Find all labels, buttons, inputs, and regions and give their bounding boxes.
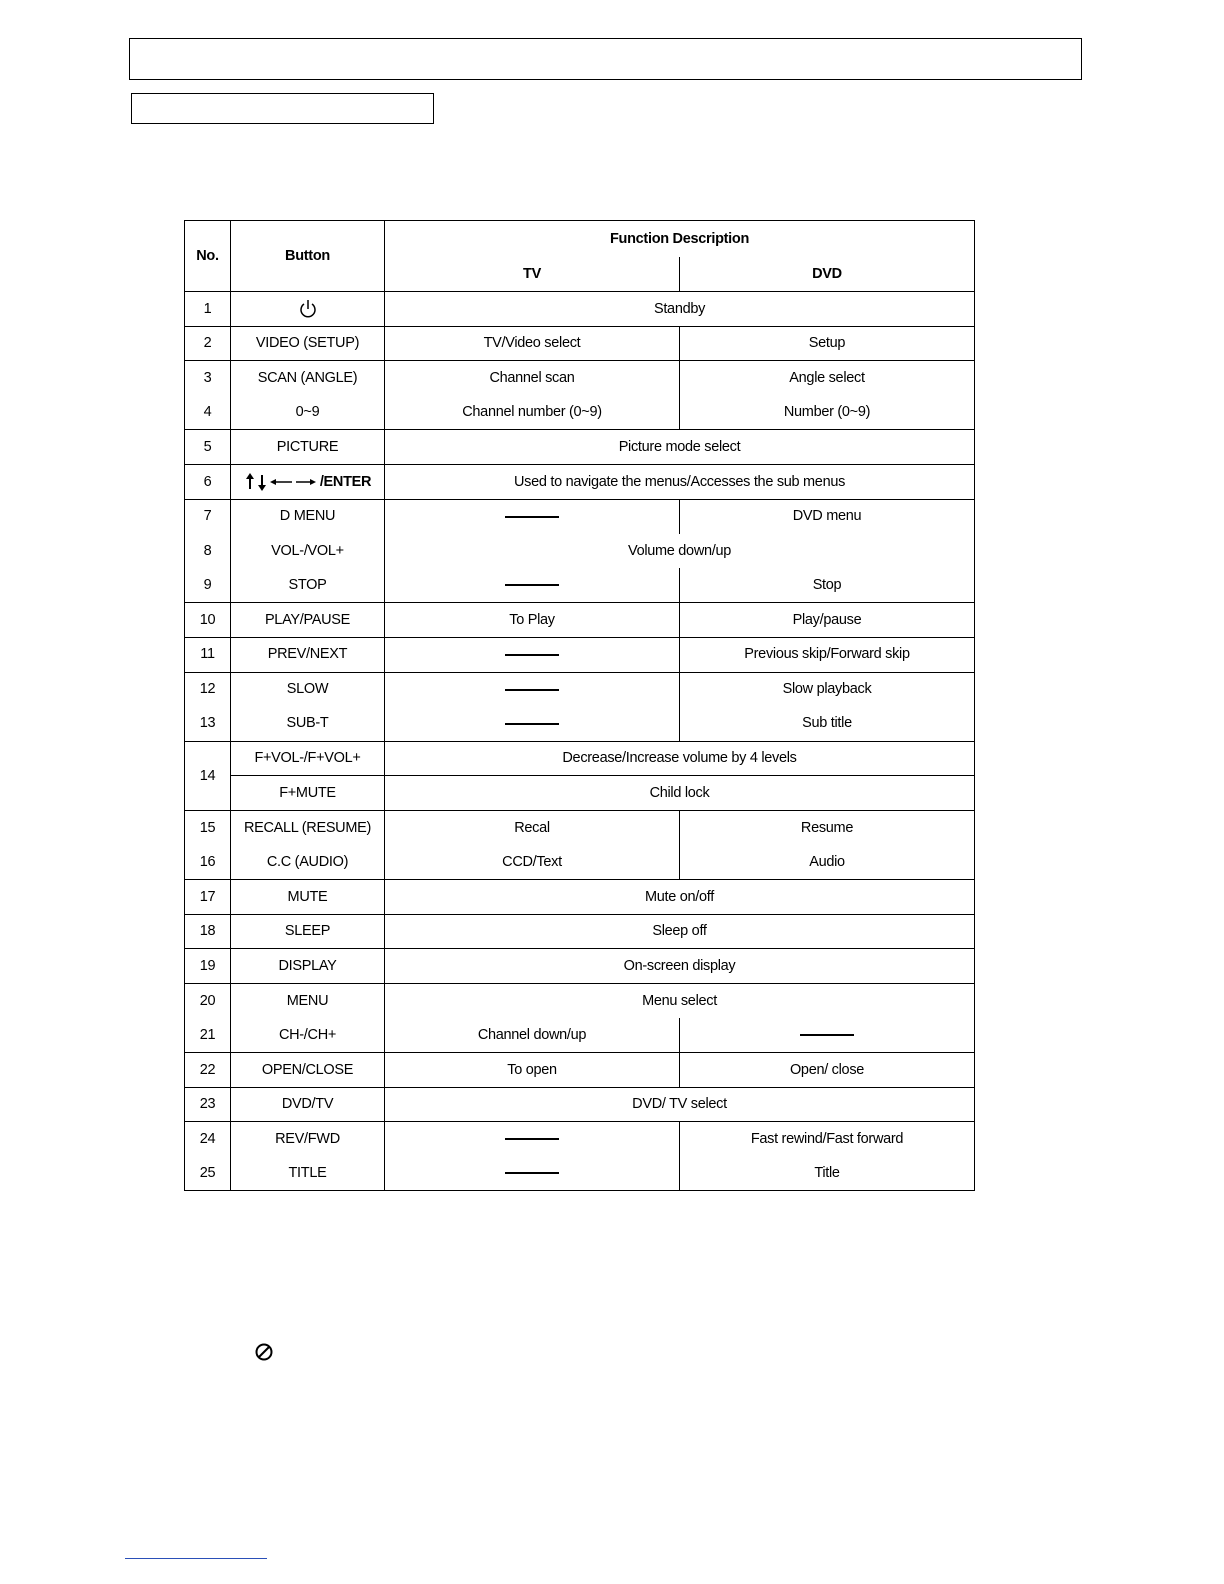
row-function: Sleep off	[385, 914, 975, 949]
row-tv: Channel down/up	[385, 1018, 680, 1053]
row-function: DVD/ TV select	[385, 1087, 975, 1122]
row-tv	[385, 637, 680, 672]
row-button: PREV/NEXT	[231, 637, 385, 672]
row-button: TITLE	[231, 1156, 385, 1191]
table-row	[185, 880, 975, 915]
header-tv: TV	[385, 257, 680, 292]
row-dvd: Angle select	[680, 361, 975, 396]
row-function: Child lock	[385, 776, 975, 811]
row-no: 7	[185, 499, 231, 534]
row-no: 14	[185, 741, 231, 810]
row-dvd: Open/ close	[680, 1053, 975, 1088]
row-dvd: Setup	[680, 326, 975, 361]
row-dvd: Number (0~9)	[680, 395, 975, 430]
section-heading-box	[131, 93, 434, 124]
not-applicable-dash	[505, 1138, 559, 1140]
table-row	[185, 1122, 975, 1157]
table-row	[185, 776, 975, 811]
row-dvd	[680, 1018, 975, 1053]
row-no: 15	[185, 810, 231, 845]
row-button: PLAY/PAUSE	[231, 603, 385, 638]
power-icon	[298, 298, 318, 320]
row-dvd: Stop	[680, 568, 975, 603]
row-button: DISPLAY	[231, 949, 385, 984]
row-no: 5	[185, 430, 231, 465]
row-button: SCAN (ANGLE)	[231, 361, 385, 396]
row-function: Decrease/Increase volume by 4 levels	[385, 741, 975, 776]
row-button: RECALL (RESUME)	[231, 810, 385, 845]
row-dvd: Audio	[680, 845, 975, 880]
row-button	[231, 464, 385, 499]
row-no: 22	[185, 1053, 231, 1088]
header-dvd: DVD	[680, 257, 975, 292]
row-button	[231, 292, 385, 327]
row-no: 19	[185, 949, 231, 984]
row-no: 21	[185, 1018, 231, 1053]
row-no: 10	[185, 603, 231, 638]
header-no: No.	[185, 221, 231, 292]
table-row	[185, 983, 975, 1018]
not-applicable-dash	[505, 723, 559, 725]
row-button: VOL-/VOL+	[231, 534, 385, 569]
row-no: 18	[185, 914, 231, 949]
row-button: 0~9	[231, 395, 385, 430]
row-no: 23	[185, 1087, 231, 1122]
row-function: On-screen display	[385, 949, 975, 984]
row-tv	[385, 707, 680, 742]
table-row	[185, 1053, 975, 1088]
table-row	[185, 810, 975, 845]
row-button: F+MUTE	[231, 776, 385, 811]
table-row	[185, 534, 975, 569]
title-box	[129, 38, 1082, 80]
table-row	[185, 1018, 975, 1053]
not-applicable-dash	[505, 584, 559, 586]
row-no: 16	[185, 845, 231, 880]
table-row	[185, 361, 975, 396]
row-no: 6	[185, 464, 231, 499]
table-row	[185, 914, 975, 949]
row-button: STOP	[231, 568, 385, 603]
row-tv: To open	[385, 1053, 680, 1088]
row-button: C.C (AUDIO)	[231, 845, 385, 880]
table-row	[185, 568, 975, 603]
row-no: 2	[185, 326, 231, 361]
row-function: Menu select	[385, 983, 975, 1018]
row-dvd: Slow playback	[680, 672, 975, 707]
row-dvd: Title	[680, 1156, 975, 1191]
table-row	[185, 637, 975, 672]
row-no: 9	[185, 568, 231, 603]
table-row	[185, 707, 975, 742]
row-no: 3	[185, 361, 231, 396]
row-dvd: Play/pause	[680, 603, 975, 638]
row-dvd: Previous skip/Forward skip	[680, 637, 975, 672]
row-dvd: DVD menu	[680, 499, 975, 534]
row-tv: To Play	[385, 603, 680, 638]
row-button: VIDEO (SETUP)	[231, 326, 385, 361]
table-row	[185, 672, 975, 707]
row-button: PICTURE	[231, 430, 385, 465]
enter-label: /ENTER	[319, 473, 372, 490]
table-row	[185, 430, 975, 465]
row-button: MUTE	[231, 880, 385, 915]
row-tv: Channel number (0~9)	[385, 395, 680, 430]
row-button: DVD/TV	[231, 1087, 385, 1122]
not-applicable-dash	[505, 516, 559, 518]
row-tv: Recal	[385, 810, 680, 845]
row-no: 4	[185, 395, 231, 430]
table-row	[185, 499, 975, 534]
row-button: D MENU	[231, 499, 385, 534]
table-row	[185, 326, 975, 361]
row-tv: Channel scan	[385, 361, 680, 396]
row-no: 17	[185, 880, 231, 915]
row-no: 12	[185, 672, 231, 707]
row-tv: TV/Video select	[385, 326, 680, 361]
row-button: REV/FWD	[231, 1122, 385, 1157]
row-tv	[385, 1122, 680, 1157]
not-applicable-dash	[505, 1172, 559, 1174]
row-dvd: Resume	[680, 810, 975, 845]
row-tv	[385, 499, 680, 534]
table-row	[185, 603, 975, 638]
row-dvd: Fast rewind/Fast forward	[680, 1122, 975, 1157]
header-function-description: Function Description	[385, 221, 975, 257]
header-button: Button	[231, 221, 385, 292]
row-tv	[385, 1156, 680, 1191]
table-row	[185, 464, 975, 499]
arrows-icon	[244, 473, 320, 491]
row-no: 13	[185, 707, 231, 742]
row-no: 25	[185, 1156, 231, 1191]
row-no: 24	[185, 1122, 231, 1157]
row-dvd: Sub title	[680, 707, 975, 742]
row-tv: CCD/Text	[385, 845, 680, 880]
row-button: SLEEP	[231, 914, 385, 949]
table-row	[185, 292, 975, 327]
table-row	[185, 741, 975, 776]
row-function: Used to navigate the menus/Accesses the sub menus	[385, 464, 975, 499]
row-button: SLOW	[231, 672, 385, 707]
row-function: Picture mode select	[385, 430, 975, 465]
table-row	[185, 949, 975, 984]
row-tv	[385, 672, 680, 707]
row-button: OPEN/CLOSE	[231, 1053, 385, 1088]
row-no: 20	[185, 983, 231, 1018]
row-no: 1	[185, 292, 231, 327]
row-button: CH-/CH+	[231, 1018, 385, 1053]
table-row	[185, 395, 975, 430]
not-applicable-dash	[505, 654, 559, 656]
row-function: Standby	[385, 292, 975, 327]
remote-function-table	[184, 220, 975, 1191]
prohibited-icon	[254, 1342, 274, 1362]
row-button: MENU	[231, 983, 385, 1018]
row-no: 11	[185, 637, 231, 672]
row-button: SUB-T	[231, 707, 385, 742]
row-function: Mute on/off	[385, 880, 975, 915]
table-row	[185, 1087, 975, 1122]
footer-rule	[125, 1558, 267, 1559]
row-tv	[385, 568, 680, 603]
table-row	[185, 1156, 975, 1191]
row-function: Volume down/up	[385, 534, 975, 569]
table-row	[185, 845, 975, 880]
row-button: F+VOL-/F+VOL+	[231, 741, 385, 776]
row-no: 8	[185, 534, 231, 569]
not-applicable-dash	[800, 1034, 854, 1036]
not-applicable-dash	[505, 689, 559, 691]
